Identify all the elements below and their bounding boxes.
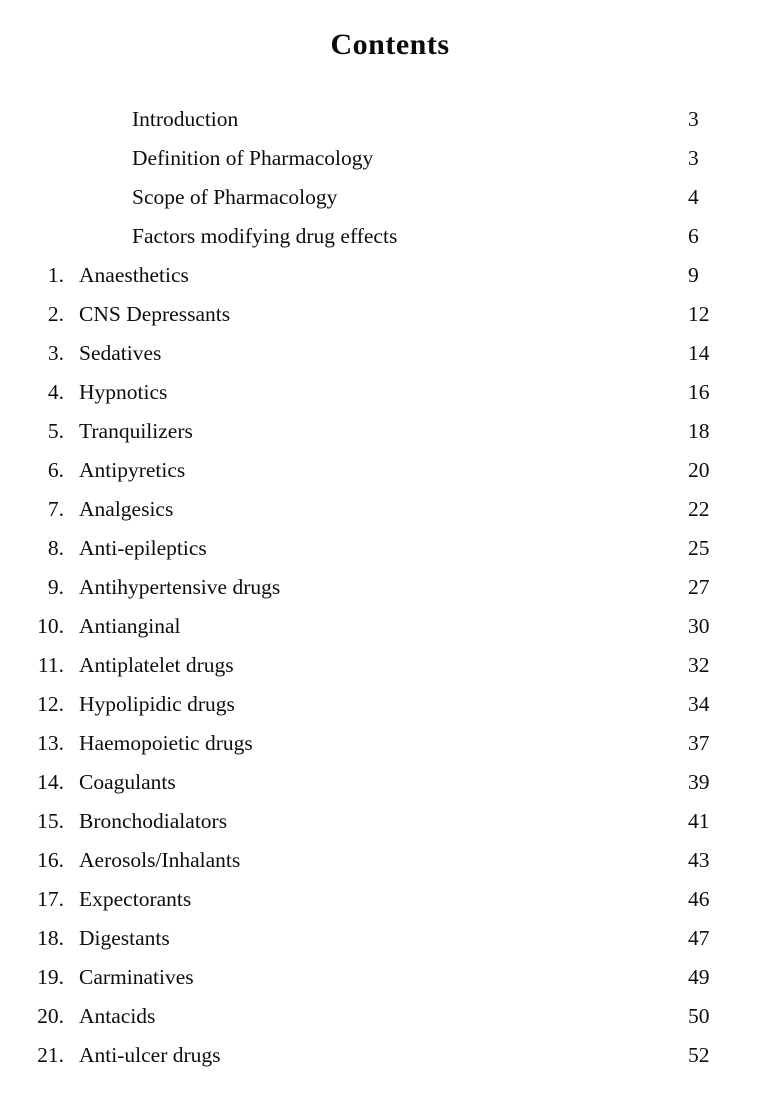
toc-entry-number: 9. — [47, 575, 64, 599]
toc-entry[interactable] — [0, 334, 780, 373]
toc-entry-page-number: 37 — [688, 731, 710, 755]
toc-entry-number: 11. — [37, 653, 64, 677]
toc-entry-page-number: 46 — [688, 887, 710, 911]
toc-entry-page-number: 6 — [688, 224, 699, 248]
toc-entry-page-number: 27 — [688, 575, 710, 599]
toc-entry-page-number: 16 — [688, 380, 710, 404]
toc-entry[interactable] — [0, 685, 780, 724]
toc-entry-label: Analgesics — [79, 497, 174, 521]
toc-entry-number: 2. — [47, 302, 64, 326]
toc-entry-label: Antacids — [79, 1004, 156, 1028]
toc-entry-number: 3. — [47, 341, 64, 365]
toc-entry-page-number: 12 — [688, 302, 710, 326]
toc-entry[interactable] — [0, 100, 780, 139]
toc-entry[interactable] — [0, 607, 780, 646]
toc-entry[interactable] — [0, 802, 780, 841]
toc-entry-label: Scope of Pharmacology — [132, 185, 338, 209]
toc-entry-page-number: 32 — [688, 653, 710, 677]
toc-entry-page-number: 4 — [688, 185, 699, 209]
toc-entry-page-number: 41 — [688, 809, 710, 833]
toc-entry-label: Digestants — [79, 926, 170, 950]
toc-entry-number: 5. — [47, 419, 64, 443]
toc-entry-label: Hypnotics — [79, 380, 168, 404]
toc-entry-number: 13. — [37, 731, 64, 755]
toc-entry-label: Definition of Pharmacology — [132, 146, 374, 170]
toc-entry[interactable] — [0, 919, 780, 958]
toc-entry-label: Factors modifying drug effects — [132, 224, 398, 248]
toc-entry-label: Hypolipidic drugs — [79, 692, 235, 716]
toc-entry[interactable] — [0, 958, 780, 997]
toc-entry-label: Anti-epileptics — [79, 536, 207, 560]
toc-entry-page-number: 47 — [688, 926, 710, 950]
toc-entry[interactable] — [0, 373, 780, 412]
toc-entry-label: Anti-ulcer drugs — [79, 1043, 221, 1067]
toc-entry-page-number: 9 — [688, 263, 699, 287]
toc-entry-page-number: 50 — [688, 1004, 710, 1028]
toc-entry[interactable] — [0, 841, 780, 880]
toc-entry[interactable] — [0, 997, 780, 1036]
toc-entry-page-number: 14 — [688, 341, 710, 365]
toc-entry-page-number: 34 — [688, 692, 710, 716]
toc-entry-page-number: 20 — [688, 458, 710, 482]
toc-entry-number: 1. — [47, 263, 64, 287]
toc-entry-label: Expectorants — [79, 887, 192, 911]
toc-entry-number: 7. — [47, 497, 64, 521]
toc-entry[interactable] — [0, 178, 780, 217]
page-title: Contents — [330, 28, 450, 61]
toc-entry-number: 20. — [37, 1004, 64, 1028]
toc-entry-number: 16. — [37, 848, 64, 872]
toc-entry[interactable] — [0, 763, 780, 802]
toc-entry[interactable] — [0, 256, 780, 295]
toc-entry-label: Anaesthetics — [79, 263, 189, 287]
toc-entry-number: 19. — [37, 965, 64, 989]
toc-entry-page-number: 52 — [688, 1043, 710, 1067]
toc-entry[interactable] — [0, 451, 780, 490]
toc-entry-number: 15. — [37, 809, 64, 833]
toc-entry-number: 17. — [37, 887, 64, 911]
toc-entry[interactable] — [0, 568, 780, 607]
toc-entry[interactable] — [0, 295, 780, 334]
toc-entry-number: 14. — [37, 770, 64, 794]
toc-entry-page-number: 49 — [688, 965, 710, 989]
toc-entry-number: 8. — [47, 536, 64, 560]
toc-entry-label: Tranquilizers — [79, 419, 193, 443]
toc-entry-page-number: 25 — [688, 536, 710, 560]
toc-entry-page-number: 43 — [688, 848, 710, 872]
toc-entry-label: Introduction — [132, 107, 239, 131]
toc-entry-number: 10. — [37, 614, 64, 638]
toc-entry-label: Haemopoietic drugs — [79, 731, 253, 755]
toc-entry-label: Antianginal — [79, 614, 181, 638]
toc-entry-number: 18. — [37, 926, 64, 950]
toc-entry-page-number: 30 — [688, 614, 710, 638]
toc-entry-label: Sedatives — [79, 341, 162, 365]
toc-entry-label: Antihypertensive drugs — [79, 575, 281, 599]
toc-entry[interactable] — [0, 1036, 780, 1075]
toc-entry[interactable] — [0, 646, 780, 685]
toc-entry-number: 12. — [37, 692, 64, 716]
toc-entry-page-number: 3 — [688, 107, 699, 131]
toc-entry[interactable] — [0, 880, 780, 919]
toc-entry-label: Coagulants — [79, 770, 176, 794]
table-of-contents — [0, 100, 780, 1075]
toc-entry-number: 4. — [47, 380, 64, 404]
toc-entry-number: 21. — [37, 1043, 64, 1067]
toc-entry-label: CNS Depressants — [79, 302, 231, 326]
toc-entry-label: Carminatives — [79, 965, 194, 989]
toc-entry[interactable] — [0, 724, 780, 763]
toc-entry-page-number: 39 — [688, 770, 710, 794]
toc-entry-label: Bronchodialators — [79, 809, 228, 833]
toc-entry[interactable] — [0, 217, 780, 256]
toc-entry[interactable] — [0, 529, 780, 568]
toc-entry-page-number: 18 — [688, 419, 710, 443]
toc-entry[interactable] — [0, 412, 780, 451]
toc-entry-number: 6. — [47, 458, 64, 482]
toc-entry-label: Aerosols/Inhalants — [79, 848, 241, 872]
toc-entry-label: Antiplatelet drugs — [79, 653, 234, 677]
toc-entry-label: Antipyretics — [79, 458, 186, 482]
toc-entry-page-number: 22 — [688, 497, 710, 521]
toc-entry-page-number: 3 — [688, 146, 699, 170]
toc-entry[interactable] — [0, 490, 780, 529]
toc-entry[interactable] — [0, 139, 780, 178]
